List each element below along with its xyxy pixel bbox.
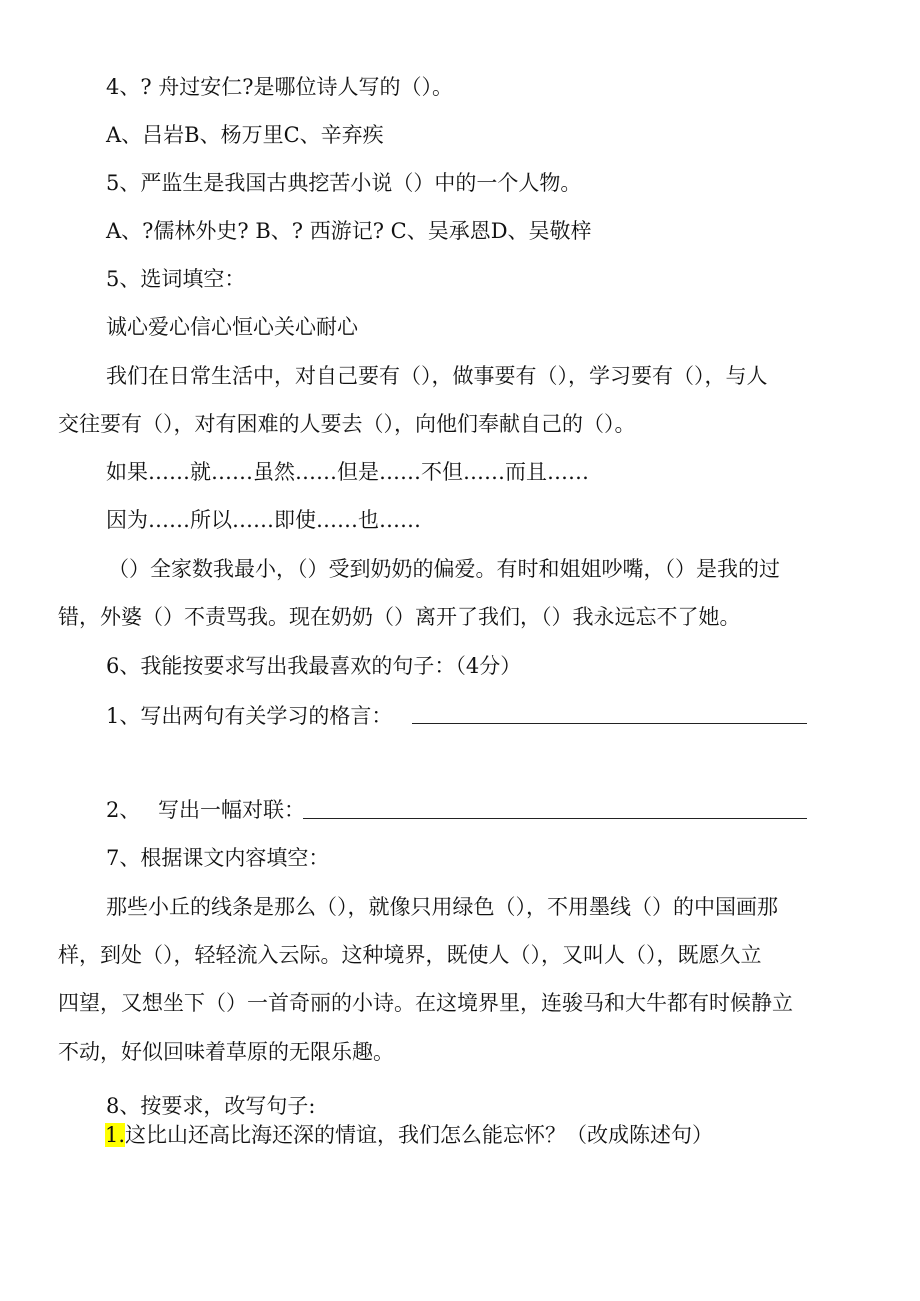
question-7-paragraph-line-4: 不动，好似回味着草原的无限乐趣。 (58, 1040, 394, 1064)
question-7-title: 7、根据课文内容填空： (106, 846, 330, 870)
question-5-conjunctions-line-1: 如果……就……虽然……但是……不但……而且…… (106, 460, 589, 484)
question-6-item-1-label: 1、写出两句有关学习的格言： (106, 704, 393, 728)
question-5-title: 5、选词填空： (106, 267, 246, 291)
question-4-4-options: A、吕岩B、杨万里C、辛弃疾 (106, 123, 384, 147)
question-5-paragraph2-line-2: 错，外婆（）不责骂我。现在奶奶（）离开了我们，（）我永远忘不了她。 (58, 605, 741, 629)
question-5-word-bank: 诚心爱心信心恒心关心耐心 (106, 315, 358, 339)
question-6-item-2-label: 写出一幅对联： (158, 798, 305, 822)
question-8-item-1 (105, 1121, 713, 1149)
question-4-5: 5、严监生是我国古典挖苦小说（）中的一个人物。 (106, 171, 582, 195)
question-8-title: 8、按要求，改写句子: (106, 1094, 316, 1118)
item-number-highlight: 1. (105, 1123, 126, 1147)
answer-blank-1[interactable] (412, 723, 807, 724)
question-8-item-1-text: 这比山还高比海还深的情谊，我们怎么能忘怀？（改成陈述句） (125, 1123, 714, 1147)
question-5-paragraph-line-2: 交往要有（），对有困难的人要去（），向他们奉献自己的（）。 (58, 412, 636, 436)
question-5-paragraph2-line-1: （）全家数我最小，（）受到奶奶的偏爱。有时和姐姐吵嘴，（）是我的过 (108, 557, 780, 581)
question-6-item-2-number: 2、 (106, 798, 141, 822)
question-4-5-options: A、?儒林外史? B、? 西游记? C、吴承恩D、吴敬梓 (106, 219, 592, 243)
answer-blank-2[interactable] (303, 818, 807, 819)
question-7-paragraph-line-2: 样，到处（），轻轻流入云际。这种境界，既使人（），又叫人（），既愿久立 (58, 943, 762, 967)
question-5-conjunctions-line-2: 因为……所以……即使……也…… (106, 508, 421, 532)
question-6-title: 6、我能按要求写出我最喜欢的句子：（4分） (106, 654, 522, 678)
question-7-paragraph-line-3: 四望，又想坐下（）一首奇丽的小诗。在这境界里，连骏马和大牛都有时候静立 (58, 991, 793, 1015)
question-5-paragraph-line-1: 我们在日常生活中，对自己要有（），做事要有（），学习要有（），与人 (106, 364, 768, 388)
question-7-paragraph-line-1: 那些小丘的线条是那么（），就像只用绿色（），不用墨线（）的中国画那 (106, 895, 778, 919)
question-4-4: 4、? 舟过安仁?是哪位诗人写的（）。 (106, 75, 454, 99)
